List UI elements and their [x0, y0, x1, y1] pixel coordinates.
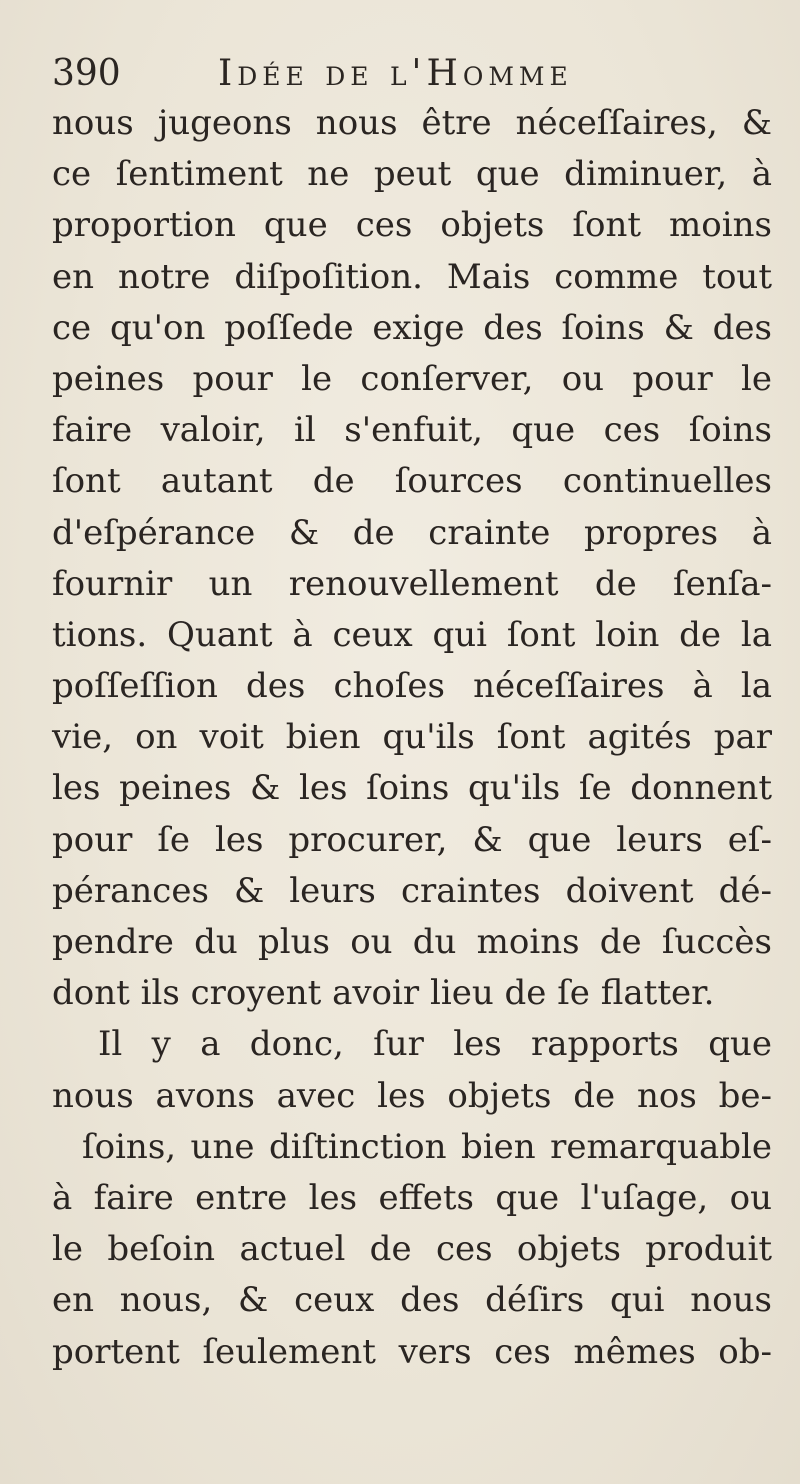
text-line: ſoins, une diſtinction bien remarquable — [82, 1126, 772, 1167]
text-line: en nous, & ceux des déſirs qui nous — [52, 1280, 772, 1321]
text-line: vie, on voit bien qu'ils ſont agités par — [52, 717, 772, 758]
text-line: en notre diſpoſition. Mais comme tout — [52, 256, 772, 297]
running-head: Idée de l'Homme — [218, 53, 573, 94]
text-line: le beſoin actuel de ces objets produit — [52, 1229, 772, 1270]
text-line: pendre du plus ou du moins de ſuccès — [52, 922, 772, 962]
text-line: tions. Quant à ceux qui ſont loin de la — [52, 614, 772, 655]
body-text — [52, 98, 772, 1378]
text-line: poſſeſſion des choſes néceſſaires à la — [52, 666, 772, 707]
text-line: Il y a donc, ſur les rapports que — [98, 1024, 772, 1065]
text-line: ce qu'on poſſede exige des ſoins & des — [52, 307, 772, 348]
text-line: pérances & leurs craintes doivent dé- — [52, 870, 772, 911]
text-line: pour ſe les procurer, & que leurs eſ- — [52, 819, 772, 860]
text-line: portent ſeulement vers ces mêmes ob- — [52, 1331, 772, 1372]
text-line: les peines & les ſoins qu'ils ſe donnent — [52, 768, 772, 809]
page-number: 390 — [52, 53, 121, 94]
text-line: dont ils croyent avoir lieu de ſe flatter. — [52, 973, 715, 1014]
text-line: nous jugeons nous être néceſſaires, & — [52, 103, 772, 143]
text-line: fournir un renouvellement de ſenſa- — [52, 563, 772, 604]
text-line: ſont autant de ſources continuelles — [52, 461, 772, 502]
text-line: faire valoir, il s'enfuit, que ces ſoins — [52, 410, 772, 451]
page-header — [52, 48, 772, 100]
text-line: ce ſentiment ne peut que diminuer, à — [52, 154, 772, 195]
text-line: peines pour le conſerver, ou pour le — [52, 358, 772, 399]
text-line: nous avons avec les objets de nos be- — [52, 1075, 772, 1116]
text-line: d'eſpérance & de crainte propres à — [52, 512, 772, 553]
text-line: à faire entre les effets que l'uſage, ou — [52, 1177, 772, 1218]
text-line: proportion que ces objets ſont moins — [52, 205, 772, 246]
